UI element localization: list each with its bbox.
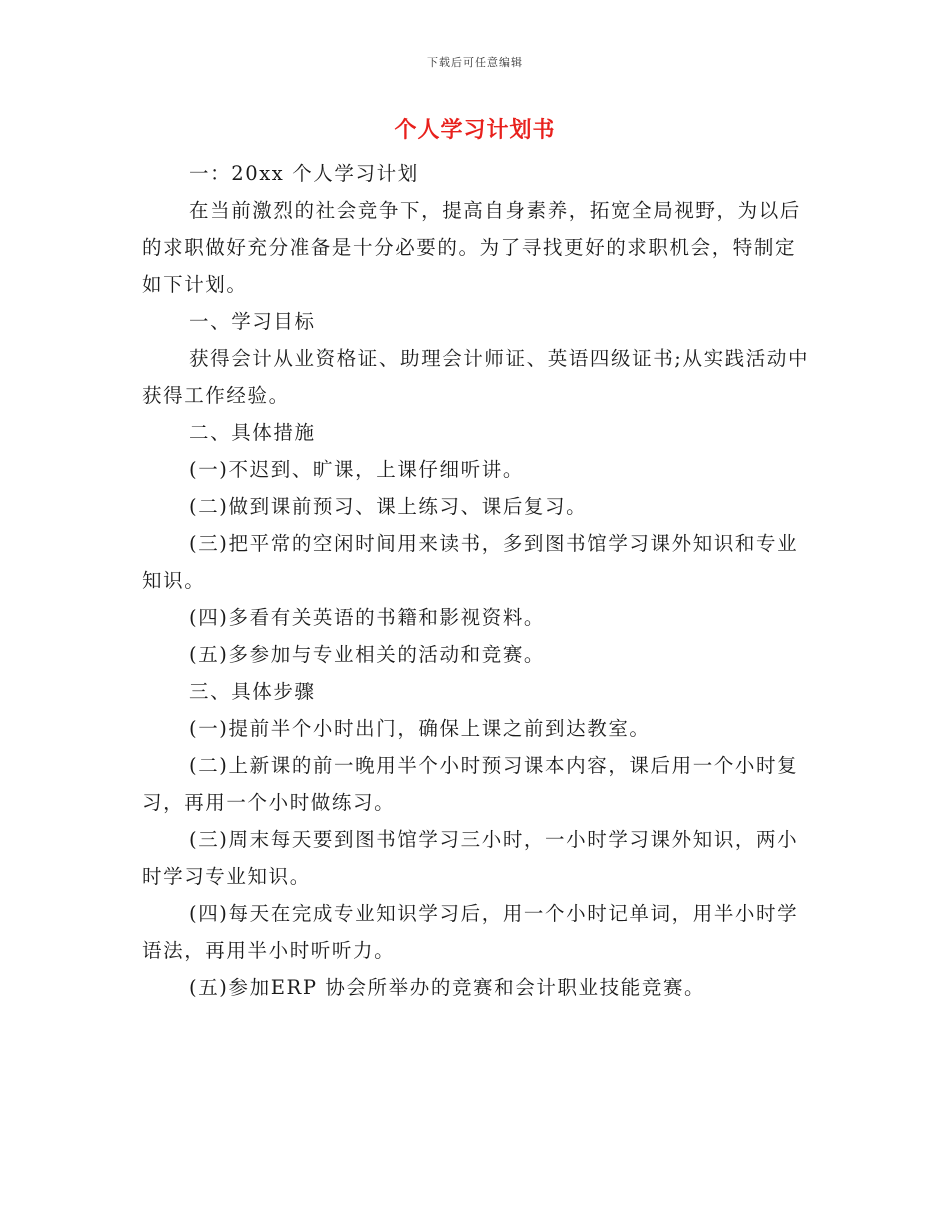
step-item: (二)上新课的前一晚用半个小时预习课本内容，课后用一个小时复习，再用一个小时做练习。 — [142, 754, 799, 814]
goals-paragraph: 获得会计从业资格证、助理会计师证、英语四级证书;从实践活动中获得工作经验。 — [142, 347, 810, 407]
step-item: (三)周末每天要到图书馆学习三小时，一小时学习课外知识，两小时学习专业知识。 — [142, 828, 799, 888]
document-title: 个人学习计划书 — [394, 117, 556, 143]
section-heading-goals: 一、学习目标 — [189, 310, 316, 333]
measure-item: (四)多看有关英语的书籍和影视资料。 — [189, 606, 546, 629]
intro-heading: 一：20xx 个人学习计划 — [189, 162, 419, 185]
measure-item: (二)做到课前预习、课上练习、课后复习。 — [189, 495, 588, 518]
measure-item: (三)把平常的空闲时间用来读书，多到图书馆学习课外知识和专业知识。 — [142, 532, 799, 592]
header-note: 下载后可任意编辑 — [427, 56, 523, 69]
section-heading-measures: 二、具体措施 — [189, 421, 316, 444]
measure-item: (一)不迟到、旷课，上课仔细听讲。 — [189, 458, 524, 481]
measure-item: (五)多参加与专业相关的活动和竞赛。 — [189, 643, 546, 666]
step-item: (四)每天在完成专业知识学习后，用一个小时记单词，用半小时学语法，再用半小时听听力。 — [142, 902, 799, 962]
document-body — [142, 155, 812, 1006]
step-item: (五)参加ERP 协会所举办的竞赛和会计职业技能竞赛。 — [189, 976, 706, 999]
intro-paragraph: 在当前激烈的社会竞争下，提高自身素养，拓宽全局视野，为以后的求职做好充分准备是十分必要的。为了寻找更好的求职机会，特制定如下计划。 — [142, 199, 801, 296]
section-heading-steps: 三、具体步骤 — [189, 680, 316, 703]
step-item: (一)提前半个小时出门，确保上课之前到达教室。 — [189, 717, 651, 740]
